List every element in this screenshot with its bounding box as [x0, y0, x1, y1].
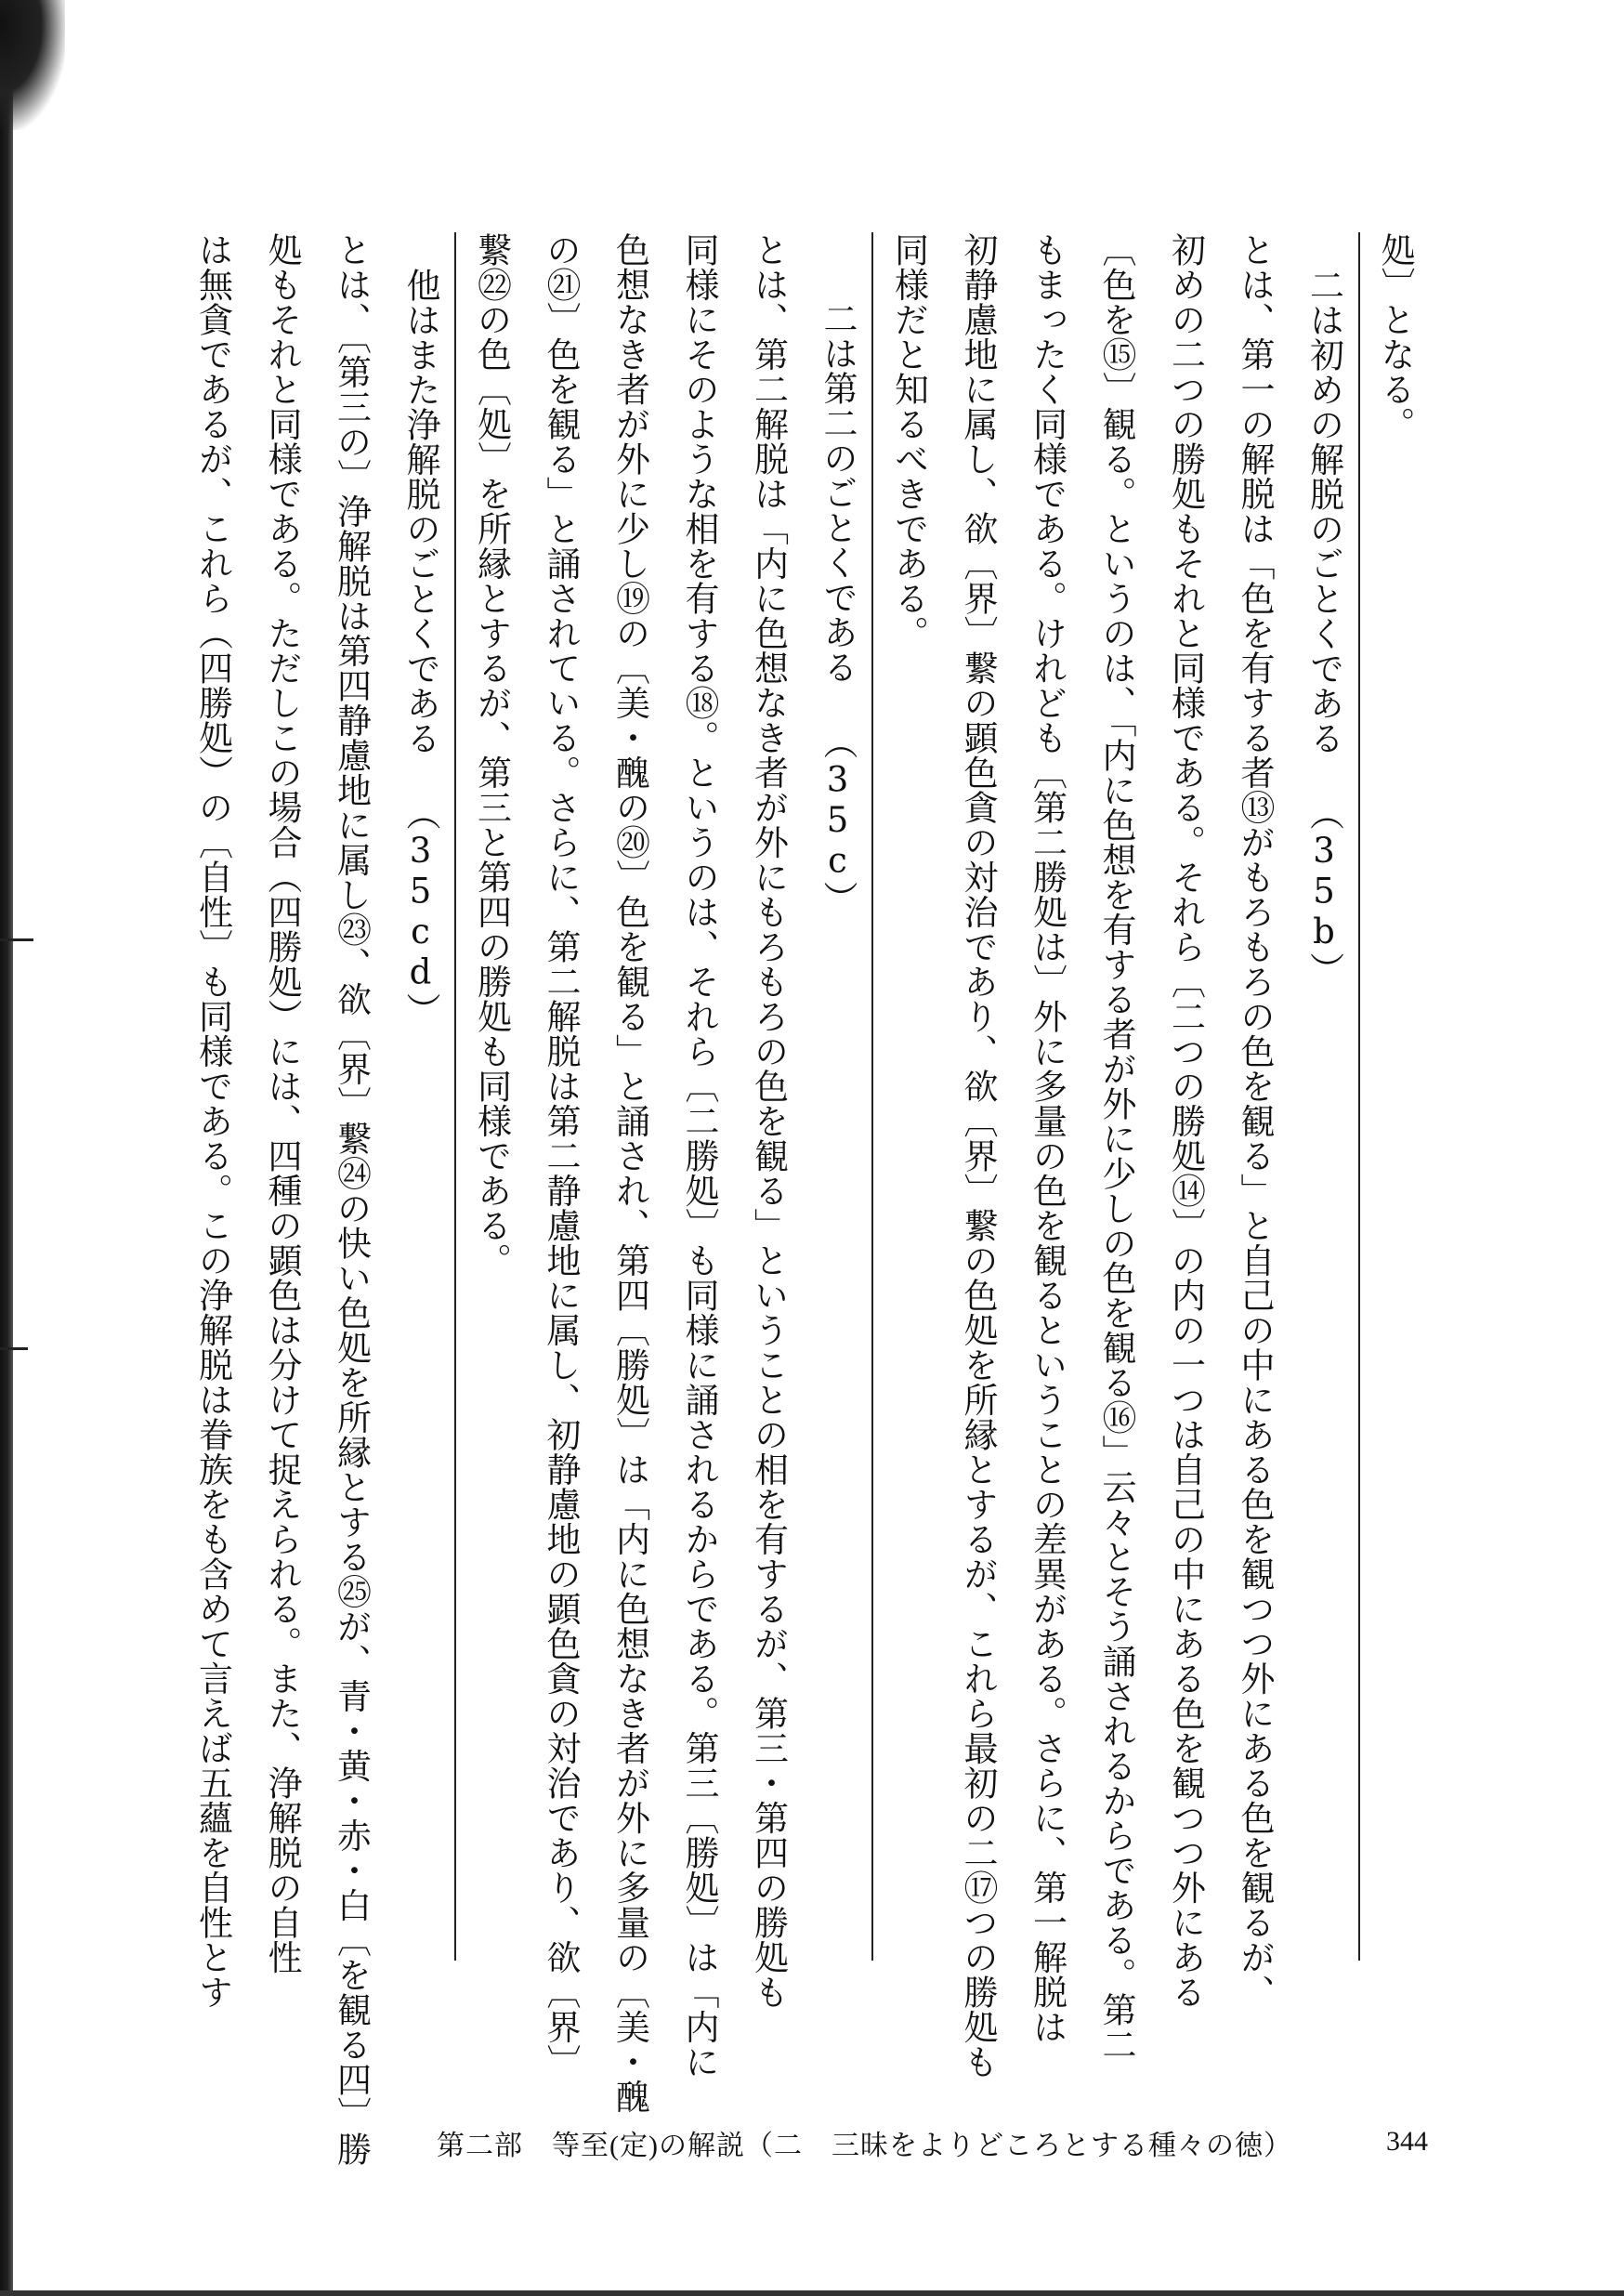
verse-heading-35c: 二は第二のごとくである （35c） — [803, 232, 874, 1961]
text-line-17: 処もそれと同様である。ただしこの場合（四勝処）には、四種の顕色は分けて捉えられる。また、浄解脱の自性 — [262, 232, 302, 1975]
text-line-12: 色想なき者が外に少し⑲の〔美・醜の⑳〕色を観る」と誦され、第四〔勝処〕は「内に色想なき者が外に多量の〔美・醜 — [609, 232, 650, 2114]
scan-edge-blot — [0, 0, 65, 130]
verse-heading-35b: 二は初めの解脱のごとくである （35b） — [1289, 232, 1360, 1961]
scan-edge-left — [0, 0, 13, 2296]
scan-mark — [0, 938, 33, 941]
text-line-1: 処〕となる。 — [1375, 232, 1415, 441]
verse-heading-35cd: 他はまた浄解脱のごとくである （35cd） — [386, 232, 457, 1961]
text-line-3: とは、第一の解脱は「色を有する者⑬がもろもろの色を観る」と自己の中にある色を観つつ外にある色を観るが、 — [1235, 232, 1275, 2010]
text-line-14: 繋㉒の色〔処〕を所縁とするが、第三と第四の勝処も同様である。 — [471, 232, 512, 1278]
text-line-6: もまったく同様である。けれども〔第二勝処は〕外に多量の色を観るということの差異がある。さらに、第一解脱は — [1027, 232, 1067, 2044]
text-line-13: の㉑〕色を観る」と誦されている。さらに、第二解脱は第二静慮地に属し、初静慮地の顕色貪の対治であり、欲〔界〕 — [541, 232, 581, 2080]
text-line-5: 〔色を⑮〕観る。というのは、「内に色想を有する者が外に少しの色を観る⑯」云々とそう誦されるからである。第二 — [1096, 232, 1136, 2062]
text-line-8: 同様だと知るべきである。 — [888, 232, 929, 650]
text-line-10: とは、第二解脱は「内に色想なき者が外にもろもろの色を観る」ということの相を有するが、第三・第四の勝処も — [748, 232, 789, 2010]
text-line-4: 初めの二つの勝処もそれと同様である。それら〔二つの勝処⑭〕の内の一つは自己の中にある色を観つつ外にある — [1165, 232, 1206, 2010]
running-footer: 第二部 等至(定)の解説（二 三昧をよりどころとする種々の徳） — [437, 2131, 1292, 2161]
text-line-16: とは、〔第三の〕浄解脱は第四静慮地に属し㉓、欲〔界〕繋㉔の快い色処を所縁とする㉕が、青・黄・赤・白〔を観る四〕勝 — [331, 232, 372, 2167]
scan-edge-bottom — [0, 2290, 1624, 2296]
text-line-18: は無貪であるが、これら（四勝処）の〔自性〕も同様である。この浄解脱は眷族をも含めて言えば五蘊を自性とす — [192, 232, 233, 2010]
text-line-11: 同様にそのような相を有する⑱。というのは、それら〔二勝処〕も同様に誦されるからである。第三〔勝処〕は「内に — [679, 232, 719, 2080]
page-number: 344 — [1386, 2126, 1428, 2157]
scan-mark — [0, 1347, 28, 1350]
text-line-7: 初静慮地に属し、欲〔界〕繋の顕色貪の対治であり、欲〔界〕繋の色処を所縁とするが、これら最初の二⑰つの勝処も — [958, 232, 998, 2080]
